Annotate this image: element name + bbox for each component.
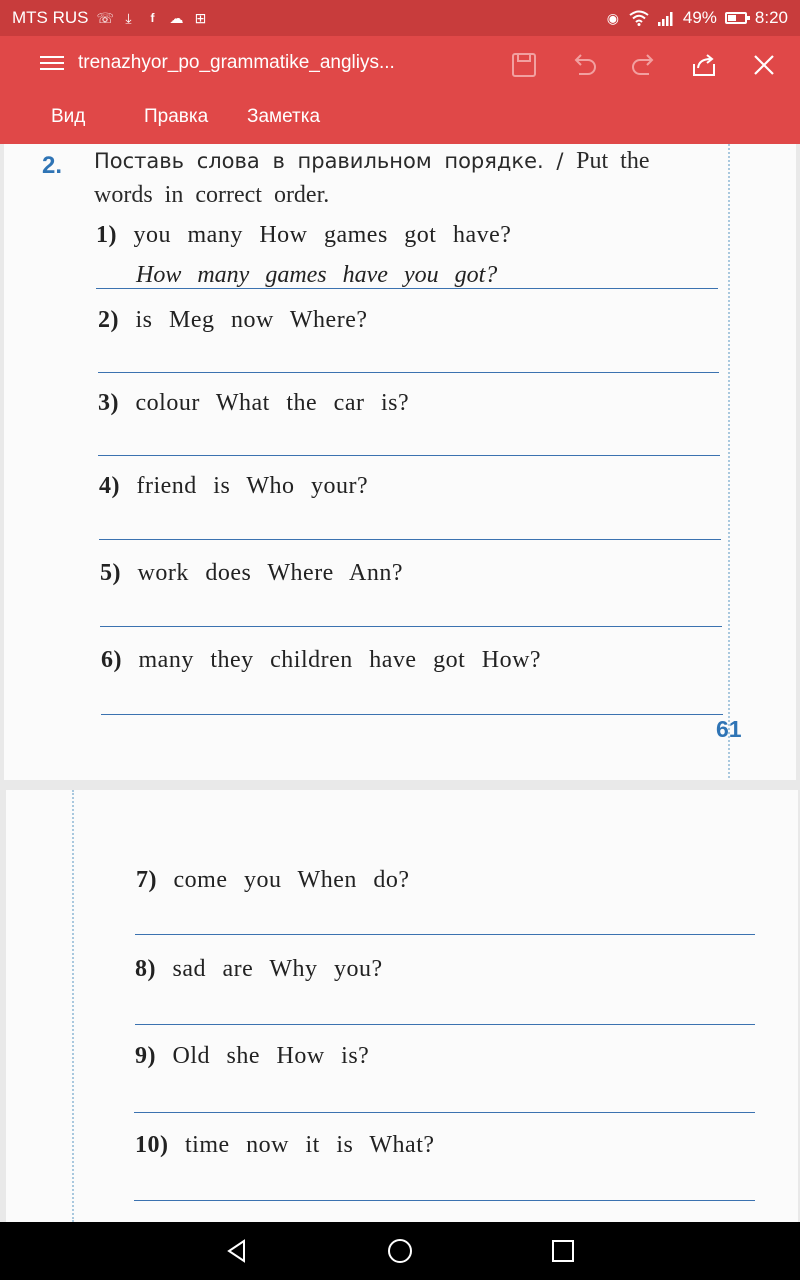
margin-guide	[72, 790, 74, 1222]
instruction-en-2: words in correct order.	[94, 182, 330, 208]
status-bar	[0, 0, 800, 36]
exercise-item	[100, 560, 403, 587]
item-number: 2)	[98, 307, 119, 333]
exercise-item	[96, 222, 511, 249]
task-number: 2.	[42, 152, 63, 179]
exercise-item	[101, 647, 541, 674]
menu-icon[interactable]	[40, 52, 64, 76]
signal-icon	[657, 10, 675, 26]
exercise-item	[135, 1043, 369, 1070]
wifi-icon	[629, 10, 649, 26]
tab-edit[interactable]: Правка	[144, 106, 209, 127]
item-number: 8)	[135, 956, 156, 982]
answer-line	[100, 626, 722, 627]
redo-icon[interactable]	[629, 50, 659, 80]
save-icon[interactable]	[509, 50, 539, 80]
download-icon: ⤓	[125, 10, 132, 26]
item-text: time now it is What?	[185, 1132, 435, 1158]
item-text: sad are Why you?	[172, 956, 383, 982]
item-number: 3)	[98, 390, 119, 416]
eye-icon: ◉	[606, 10, 619, 26]
app-toolbar	[0, 36, 800, 144]
exercise-item	[136, 867, 410, 894]
answer-line	[135, 934, 755, 935]
exercise-item	[135, 1132, 435, 1159]
item-number: 1)	[96, 222, 117, 248]
undo-icon[interactable]	[569, 50, 599, 80]
answer-line	[98, 372, 719, 373]
answer-line	[134, 1200, 755, 1201]
clock: 8:20	[754, 8, 788, 27]
item-number: 9)	[135, 1043, 156, 1069]
item-text: you many How games got have?	[133, 222, 512, 248]
answer-line	[99, 539, 721, 540]
item-text: is Meg now Where?	[135, 307, 368, 333]
item-answer: How many games have you got?	[136, 262, 498, 288]
margin-guide	[728, 144, 730, 778]
navigation-bar	[0, 1222, 800, 1280]
answer-line	[135, 1024, 755, 1025]
task-instruction	[94, 144, 724, 212]
exercise-item	[98, 390, 409, 417]
answer-line	[96, 288, 718, 289]
answer-line	[134, 1112, 755, 1113]
instruction-en-1: Put the	[576, 148, 650, 174]
battery-percent: 49%	[682, 8, 717, 27]
item-text: Old she How is?	[172, 1043, 370, 1069]
item-text: friend is Who your?	[136, 473, 369, 499]
exercise-item	[98, 307, 368, 334]
instruction-ru: Поставь слова в правильном порядке. /	[94, 149, 564, 173]
battery-icon	[725, 12, 747, 24]
item-text: come you When do?	[173, 867, 410, 893]
share-icon[interactable]	[689, 50, 719, 80]
item-number: 7)	[136, 867, 157, 893]
home-icon[interactable]	[385, 1236, 415, 1266]
tab-bar	[0, 106, 800, 136]
tab-note[interactable]: Заметка	[247, 106, 321, 127]
recents-icon[interactable]	[548, 1236, 578, 1266]
exercise-item	[135, 956, 383, 983]
item-number: 6)	[101, 647, 122, 673]
item-text: work does Where Ann?	[137, 560, 403, 586]
viber-icon: ☏	[96, 10, 115, 26]
answer-line	[98, 455, 720, 456]
exercise-item	[99, 473, 368, 500]
item-number: 4)	[99, 473, 120, 499]
tab-view[interactable]: Вид	[51, 106, 86, 127]
close-icon[interactable]	[749, 50, 779, 80]
document-title: trenazhyor_po_grammatike_angliys...	[78, 52, 395, 73]
back-icon[interactable]	[222, 1236, 252, 1266]
answer-line	[101, 714, 723, 715]
plus-box-icon: ⊞	[194, 10, 207, 26]
item-number: 5)	[100, 560, 121, 586]
cloud-icon: ☁	[169, 10, 184, 26]
page-number: 61	[716, 716, 742, 742]
item-number: 10)	[135, 1132, 169, 1158]
facebook-icon: f	[150, 11, 155, 25]
item-text: colour What the car is?	[135, 390, 410, 416]
item-text: many they children have got How?	[138, 647, 542, 673]
carrier-label: MTS RUS	[12, 8, 89, 27]
